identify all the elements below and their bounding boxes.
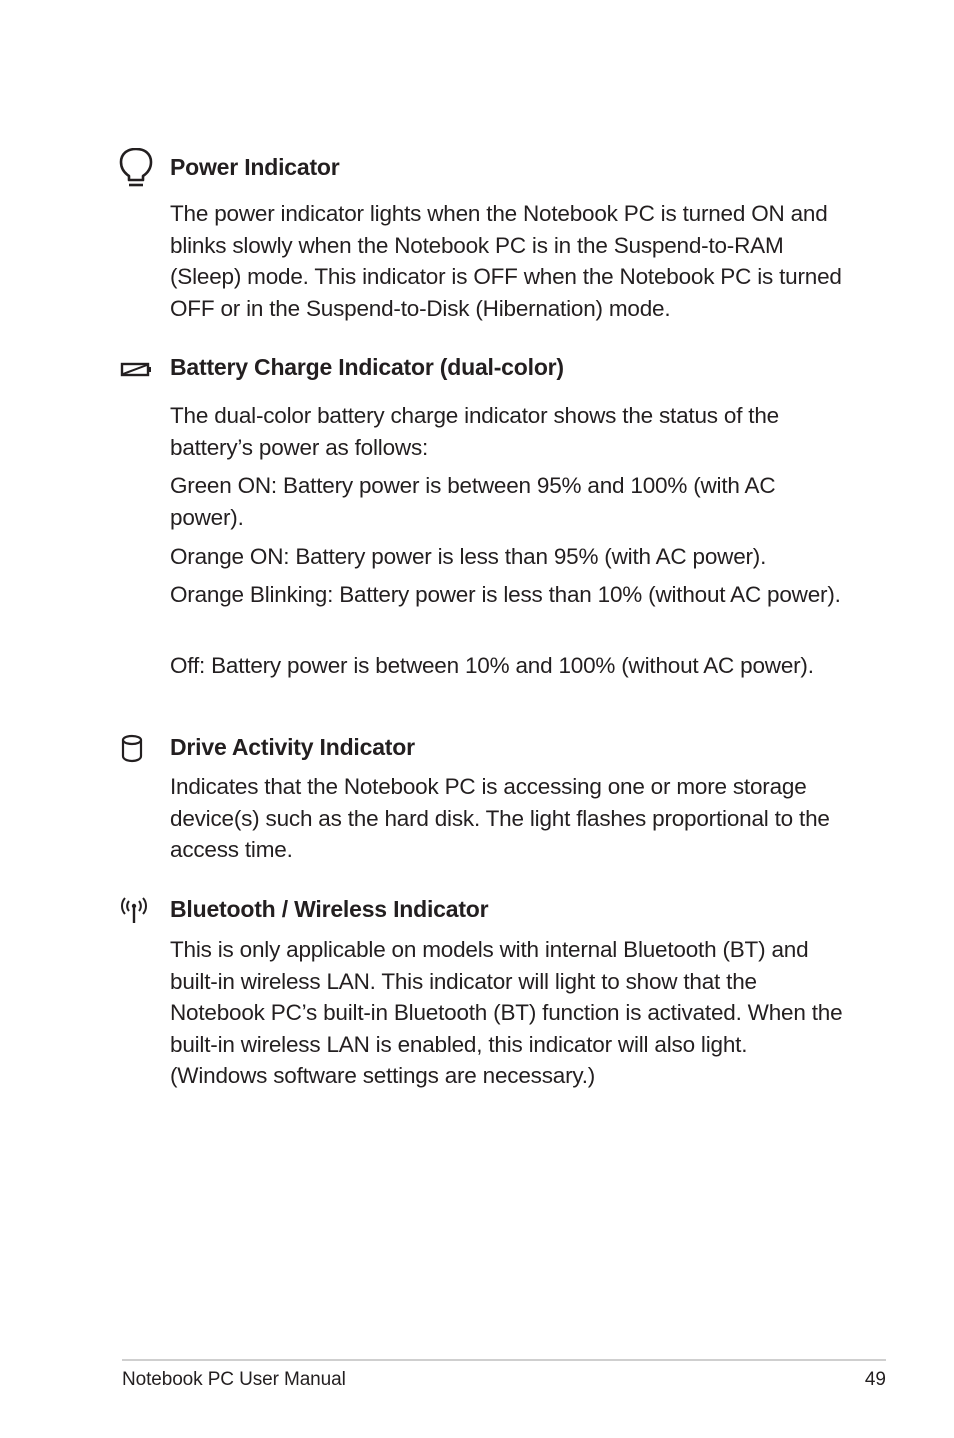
paragraph: Orange ON: Battery power is less than 95% (with AC power). (170, 544, 767, 569)
lightbulb-icon (118, 148, 154, 184)
section-heading-battery: Battery Charge Indicator (dual-color) (170, 354, 564, 380)
paragraph: Off: Battery power is between 10% and 100% (without AC power). (170, 653, 814, 678)
footer-title: Notebook PC User Manual (122, 1369, 346, 1390)
page-number: 49 (864, 1369, 886, 1390)
drive-icon (118, 734, 154, 770)
section-heading-drive: Drive Activity Indicator (170, 734, 415, 760)
paragraph: Orange Blinking: Battery power is less than 10% (without AC power). (170, 582, 841, 607)
section-heading-power: Power Indicator (170, 154, 340, 180)
battery-icon (118, 358, 154, 394)
footer-divider (122, 1359, 886, 1361)
paragraph: This is only applicable on models with internal Bluetooth (BT) and built-in wireless LAN. This indicator will light to show that the Notebook PC’s built-in Bluetooth (BT) function is activated. When the built-in wireless LAN is enabled, this indicator will also light. (Windows software settings are necessary.) (170, 937, 843, 1088)
paragraph: Green ON: Battery power is between 95% and 100% (with AC power). (170, 473, 776, 530)
paragraph: The dual-color battery charge indicator shows the status of the battery’s power as follows: (170, 403, 779, 460)
section-heading-bluetooth-wireless: Bluetooth / Wireless Indicator (170, 896, 489, 922)
wireless-antenna-icon (118, 896, 154, 932)
paragraph: Indicates that the Notebook PC is accessing one or more storage device(s) such as the hard disk. The light flashes proportional to the access time. (170, 774, 830, 862)
paragraph: The power indicator lights when the Notebook PC is turned ON and blinks slowly when the Notebook PC is in the Suspend-to-RAM (Sleep) mode. This indicator is OFF when the Notebook PC is turned OFF or in the Suspend-to-Disk (Hibernation) mode. (170, 201, 842, 321)
